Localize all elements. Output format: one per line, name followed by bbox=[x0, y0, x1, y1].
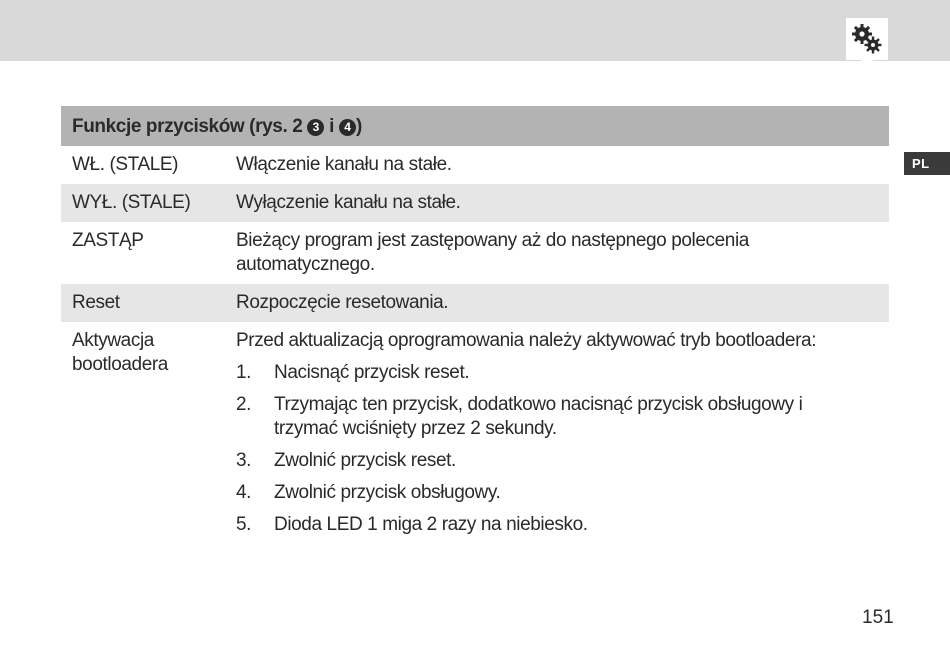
table-title-prefix: Funkcje przycisków (rys. 2 bbox=[72, 116, 303, 137]
button-functions-table bbox=[61, 106, 889, 545]
row-value: Wyłączenie kanału na stałe. bbox=[236, 192, 461, 213]
step-number: 5. bbox=[236, 514, 252, 535]
step-text: Zwolnić przycisk reset. bbox=[274, 450, 456, 471]
table-title-mid: i bbox=[329, 116, 335, 137]
list-item bbox=[236, 361, 869, 385]
step-number: 1. bbox=[236, 362, 252, 383]
language-tab: PL bbox=[904, 152, 950, 175]
table-row bbox=[61, 222, 889, 284]
step-text: Dioda LED 1 miga 2 razy na niebiesko. bbox=[274, 514, 588, 535]
step-number: 4. bbox=[236, 482, 252, 503]
steps-list bbox=[236, 361, 869, 537]
step-number: 3. bbox=[236, 450, 252, 471]
list-item bbox=[236, 449, 869, 473]
gears-icon bbox=[851, 23, 883, 55]
gears-badge-pointer bbox=[861, 60, 873, 69]
figure-ref-4: 4 bbox=[339, 119, 356, 136]
step-text: Trzymając ten przycisk, dodatkowo nacisnąć przycisk obsługowy i trzymać wciśnięty przez 2 sekundy. bbox=[274, 394, 803, 439]
row-key: Aktywacja bootloadera bbox=[72, 330, 168, 375]
row-value: Przed aktualizacją oprogramowania należy aktywować tryb bootloadera: bbox=[236, 330, 817, 351]
row-value: Bieżący program jest zastępowany aż do następnego polecenia automatycznego. bbox=[236, 230, 749, 275]
table-title-suffix: ) bbox=[355, 116, 362, 137]
table-row bbox=[61, 184, 889, 222]
list-item bbox=[236, 513, 869, 537]
step-text: Nacisnąć przycisk reset. bbox=[274, 362, 470, 383]
row-key: Reset bbox=[72, 292, 120, 313]
step-text: Zwolnić przycisk obsługowy. bbox=[274, 482, 501, 503]
step-number: 2. bbox=[236, 394, 252, 415]
page-number: 151 bbox=[862, 607, 894, 628]
row-value: Rozpoczęcie resetowania. bbox=[236, 292, 449, 313]
gears-icon-badge bbox=[846, 18, 888, 60]
table-header bbox=[61, 106, 889, 146]
table-row bbox=[61, 322, 889, 545]
figure-ref-3: 3 bbox=[307, 119, 324, 136]
row-key: ZASTĄP bbox=[72, 230, 144, 251]
list-item bbox=[236, 481, 869, 505]
list-item bbox=[236, 393, 869, 441]
table-row bbox=[61, 284, 889, 322]
row-value: Włączenie kanału na stałe. bbox=[236, 154, 452, 175]
row-value-block bbox=[236, 329, 889, 545]
table-row bbox=[61, 146, 889, 184]
row-key: WŁ. (STALE) bbox=[72, 154, 179, 175]
top-band bbox=[0, 0, 950, 61]
row-key: WYŁ. (STALE) bbox=[72, 192, 191, 213]
